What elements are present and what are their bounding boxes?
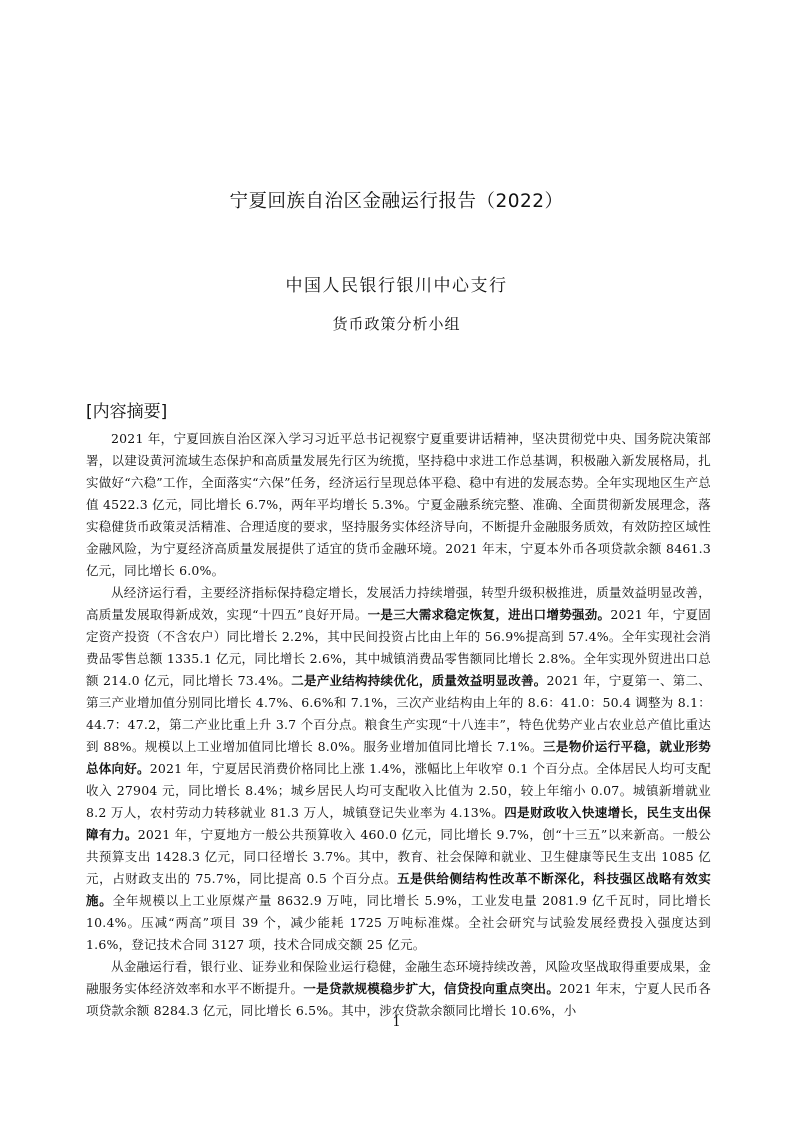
text-run: 2021 年，宁夏地方一般公共预算收入 460.0 亿元，同比增长 9.7%，创“十三五”以来新高。一般公共预算支出 1428.3 亿元，同口径增长 3.7%。其中，教育、社会保障和就业、卫生健康等民生支出 1085 亿元，占财政支出的 75.7%，同比提高 0.5 个百分点。: [86, 827, 711, 886]
bold-highlight: 一是三大需求稳定恢复，进出口增势强劲。: [367, 607, 611, 622]
paragraph-2: [86, 582, 711, 956]
paragraph-1: [86, 428, 711, 582]
bold-highlight: 三是物价运行平稳，就业形势总体向好。: [86, 739, 711, 776]
page-title: 宁夏回族自治区金融运行报告（2022）: [229, 191, 564, 212]
text-run: 全年规模以上工业原煤产量 8632.9 万吨，同比增长 5.9%，工业发电量 2081.9 亿千瓦时，同比增长 10.4%。压减“两高”项目 39 个，减少能耗 1725 万吨标准煤。全社会研究与试验发展经费投入强度达到 1.6%，登记技术合同 3127 项，技术合同成交额 25 亿元。: [86, 893, 711, 952]
text-run: 2021 年，宁夏固定资产投资（不含农户）同比增长 2.2%，其中民间投资占比由上年的 56.9%提高到 57.4%。全年实现社会消费品零售总额 1335.1 亿元，同比增长 2.6%，其中城镇消费品零售额同比增长 2.8%。全年实现外贸进出口总额 214.0 亿元，同比增长 73.4%。: [86, 607, 711, 688]
section-heading: [内容摘要]: [86, 402, 168, 422]
text-run: 2021 年，宁夏第一、第二、第三产业增加值分别同比增长 4.7%、6.6%和 7.1%，三次产业结构由上年的 8.6：41.0：50.4 调整为 8.1：44.7：47.2，第二产业比重上升 3.7 个百分点。粮食生产实现“十八连丰”，特色优势产业占农业总产值比重达到 88%。规模以上工业增加值同比增长 8.0%。服务业增加值同比增长 7.1%。: [86, 673, 711, 754]
organization-name: 中国人民银行银川中心支行: [285, 276, 508, 296]
bold-highlight: 五是供给侧结构性改革不断深化，科技强区战略有效实施。: [86, 871, 711, 908]
page-number: 1: [392, 1015, 401, 1030]
text-run: 从金融运行看，银行业、证券业和保险业运行稳健，金融生态环境持续改善，风险攻坚战取得重要成果，金融服务实体经济效率和水平不断提升。: [86, 959, 711, 996]
text-run: 从经济运行看，主要经济指标保持稳定增长，发展活力持续增强，转型升级积极推进，质量效益明显改善，高质量发展取得新成效，实现“十四五”良好开局。: [86, 585, 711, 622]
text-run: 2021 年末，宁夏人民币各项贷款余额 8284.3 亿元，同比增长 6.5%。其中，涉农贷款余额同比增长 10.6%，小: [86, 981, 711, 1018]
bold-highlight: 四是财政收入快速增长，民生支出保障有力。: [86, 805, 711, 842]
group-name: 货币政策分析小组: [332, 315, 461, 333]
text-run: 2021 年，宁夏居民消费价格同比上涨 1.4%，涨幅比上年收窄 0.1 个百分点。全体居民人均可支配收入 27904 元，同比增长 8.4%；城乡居民人均可支配收入比值为 2.50，较上年缩小 0.07。城镇新增就业 8.2 万人，农村劳动力转移就业 81.3 万人，城镇登记失业率为 4.13%。: [86, 761, 711, 820]
text-run: 2021 年，宁夏回族自治区深入学习习近平总书记视察宁夏重要讲话精神，坚决贯彻党中央、国务院决策部署，以建设黄河流域生态保护和高质量发展先行区为统揽，坚持稳中求进工作总基调，积极融入新发展格局，扎实做好“六稳”工作，全面落实“六保”任务，经济运行呈现总体平稳、稳中有进的发展态势。全年实现地区生产总值 4522.3 亿元，同比增长 6.7%，两年平均增长 5.3%。宁夏金融系统完整、准确、全面贯彻新发展理念，落实稳健货币政策灵活精准、合理适度的要求，坚持服务实体经济导向，不断提升金融服务质效，有效防控区域性金融风险，为宁夏经济高质量发展提供了适宜的货币金融环境。2021 年末，宁夏本外币各项贷款余额 8461.3 亿元，同比增长 6.0%。: [86, 431, 711, 578]
abstract-body: [86, 428, 711, 1022]
bold-highlight: 二是产业结构持续优化，质量效益明显改善。: [291, 673, 547, 688]
paragraph-3: [86, 956, 711, 1022]
bold-highlight: 一是贷款规模稳步扩大，信贷投向重点突出。: [303, 981, 560, 996]
